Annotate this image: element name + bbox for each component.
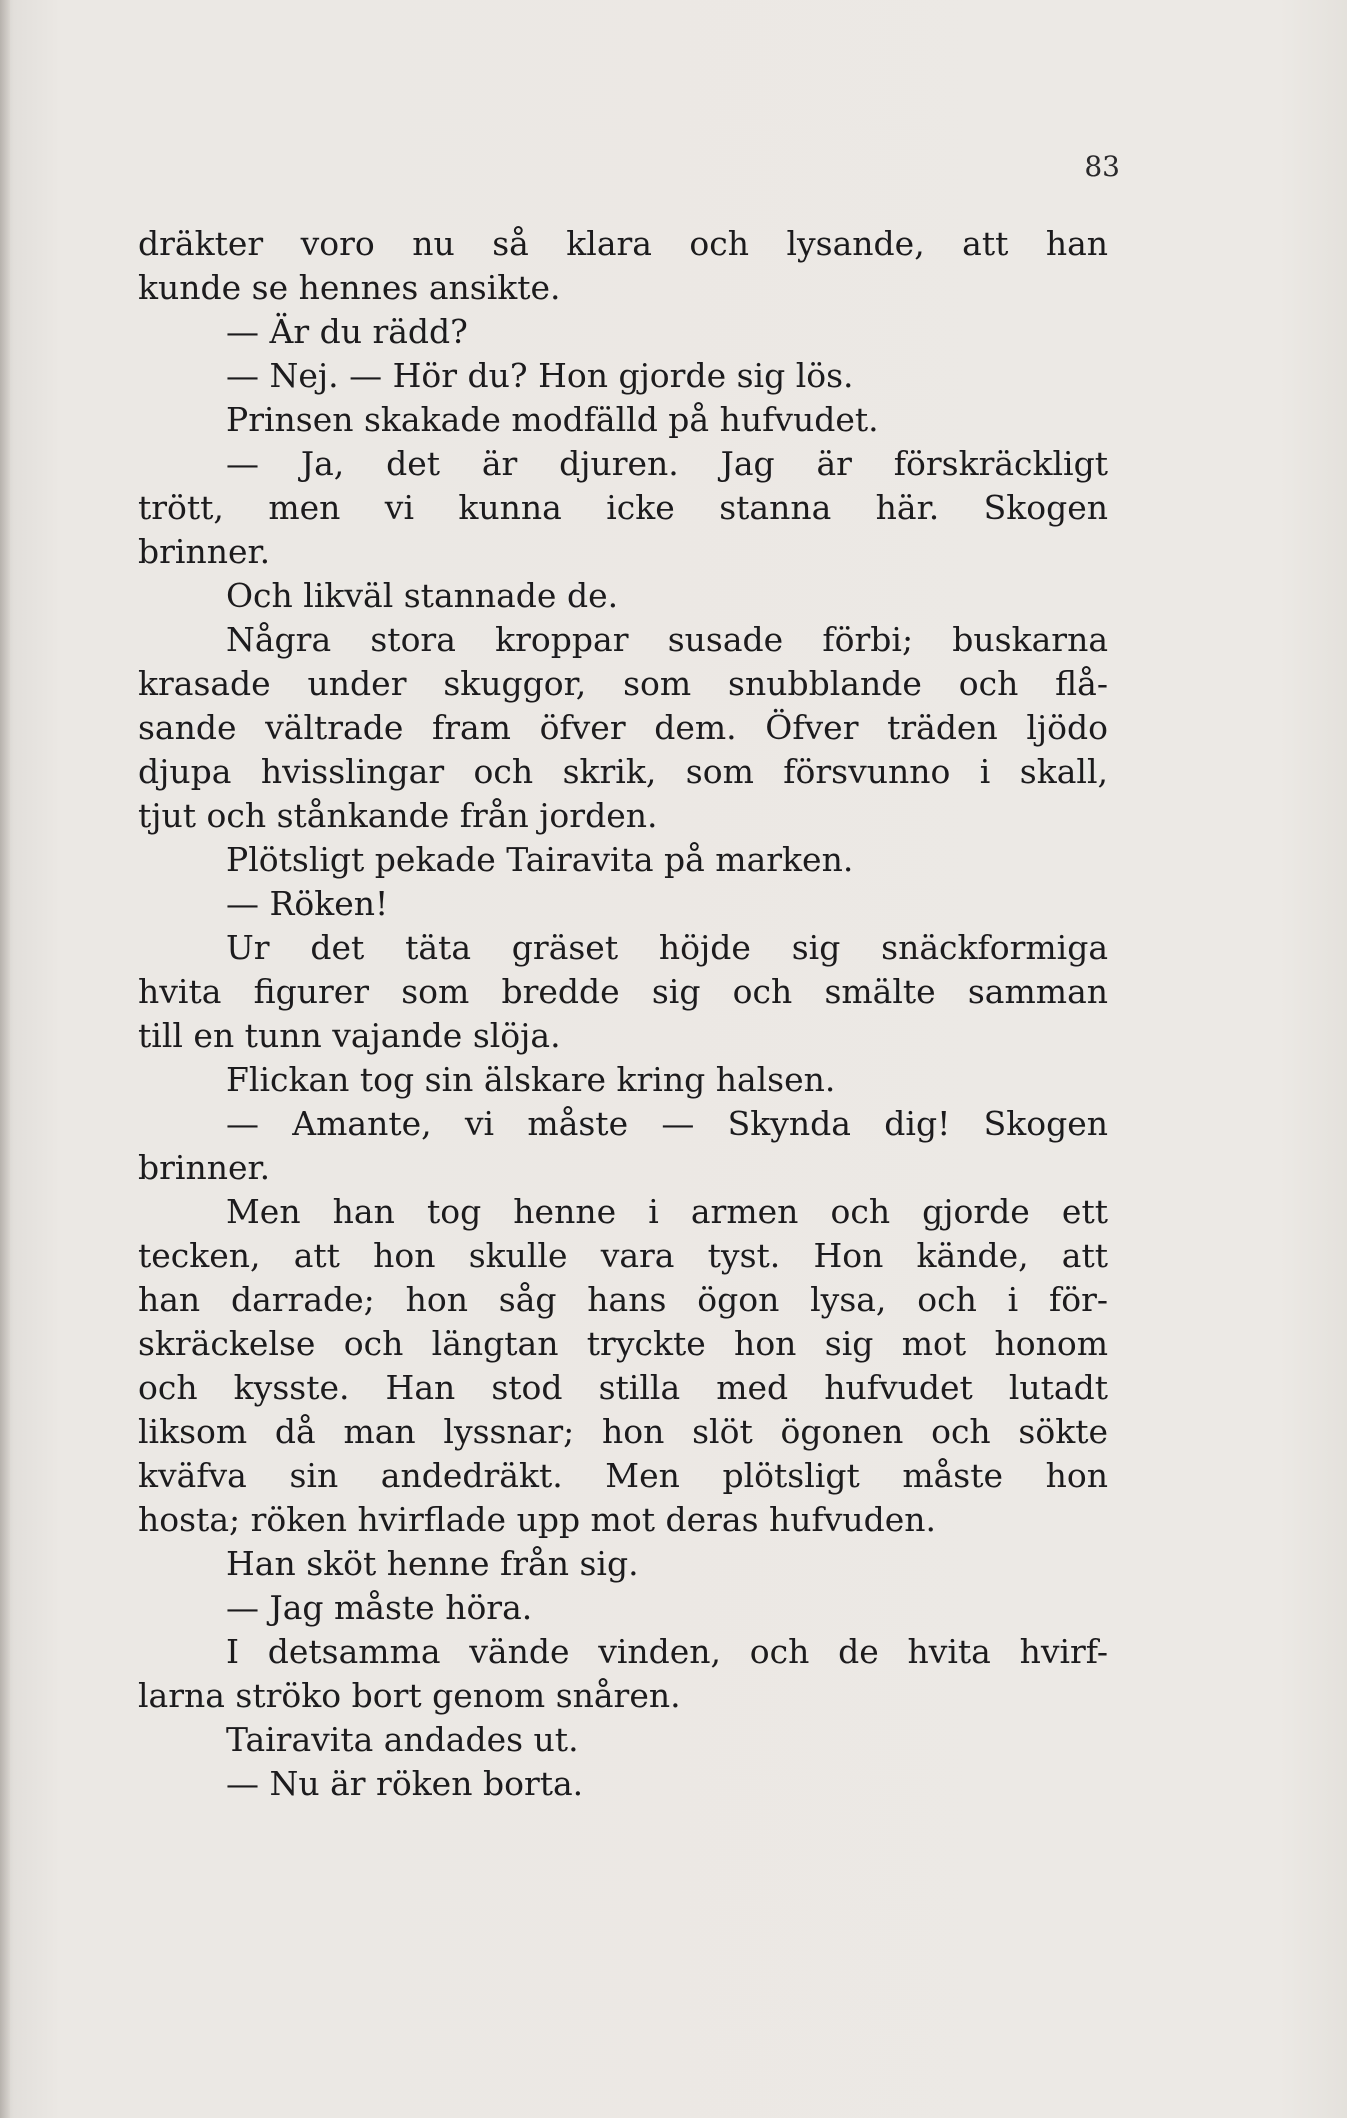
text-line: tecken, att hon skulle vara tyst. Hon kände, att bbox=[138, 1236, 1108, 1275]
text-line: djupa hvisslingar och skrik, som försvunno i skall, bbox=[138, 752, 1108, 791]
text-line: kväfva sin andedräkt. Men plötsligt måste hon bbox=[138, 1456, 1108, 1495]
text-line: hvita figurer som bredde sig och smälte samman bbox=[138, 972, 1108, 1011]
text-line: brinner. bbox=[138, 1148, 271, 1187]
text-line: dräkter voro nu så klara och lysande, att han bbox=[138, 224, 1108, 263]
text-line: kunde se hennes ansikte. bbox=[138, 268, 561, 307]
text-line: — Ja, det är djuren. Jag är förskräckligt bbox=[226, 444, 1108, 483]
text-line: liksom då man lyssnar; hon slöt ögonen och sökte bbox=[138, 1412, 1108, 1451]
text-line: Prinsen skakade modfälld på hufvudet. bbox=[226, 400, 879, 439]
text-line: Flickan tog sin älskare kring halsen. bbox=[226, 1060, 836, 1099]
text-line: sande vältrade fram öfver dem. Öfver träden ljödo bbox=[138, 708, 1108, 747]
text-line: hosta; röken hvirflade upp mot deras hufvuden. bbox=[138, 1500, 937, 1539]
text-line: Tairavita andades ut. bbox=[226, 1720, 579, 1759]
text-line: trött, men vi kunna icke stanna här. Skogen bbox=[138, 488, 1108, 527]
text-line: krasade under skuggor, som snubblande och flå- bbox=[138, 664, 1108, 703]
text-line: Plötsligt pekade Tairavita på marken. bbox=[226, 840, 854, 879]
text-line: tjut och stånkande från jorden. bbox=[138, 796, 658, 835]
text-line: — Röken! bbox=[226, 884, 389, 923]
text-line: — Nu är röken borta. bbox=[226, 1764, 584, 1803]
page-number: 83 bbox=[1084, 150, 1120, 183]
text-line: I detsamma vände vinden, och de hvita hvirf- bbox=[226, 1632, 1108, 1671]
text-line: — Jag måste höra. bbox=[226, 1588, 533, 1627]
text-line: Ur det täta gräset höjde sig snäckformiga bbox=[226, 928, 1108, 967]
text-line: till en tunn vajande slöja. bbox=[138, 1016, 561, 1055]
text-line: han darrade; hon såg hans ögon lysa, och i för- bbox=[138, 1280, 1108, 1319]
text-line: — Är du rädd? bbox=[226, 312, 468, 351]
text-line: Några stora kroppar susade förbi; buskarna bbox=[226, 620, 1108, 659]
text-line: — Amante, vi måste — Skynda dig! Skogen bbox=[226, 1104, 1108, 1143]
text-line: Och likväl stannade de. bbox=[226, 576, 619, 615]
body-text bbox=[138, 222, 1108, 1806]
text-line: larna ströko bort genom snåren. bbox=[138, 1676, 681, 1715]
text-line: brinner. bbox=[138, 532, 271, 571]
page-gutter-shadow bbox=[0, 0, 10, 2118]
text-line: och kysste. Han stod stilla med hufvudet lutadt bbox=[138, 1368, 1108, 1407]
text-line: Han sköt henne från sig. bbox=[226, 1544, 639, 1583]
text-line: skräckelse och längtan tryckte hon sig mot honom bbox=[138, 1324, 1108, 1363]
text-line: — Nej. — Hör du? Hon gjorde sig lös. bbox=[226, 356, 854, 395]
text-line: Men han tog henne i armen och gjorde ett bbox=[226, 1192, 1108, 1231]
